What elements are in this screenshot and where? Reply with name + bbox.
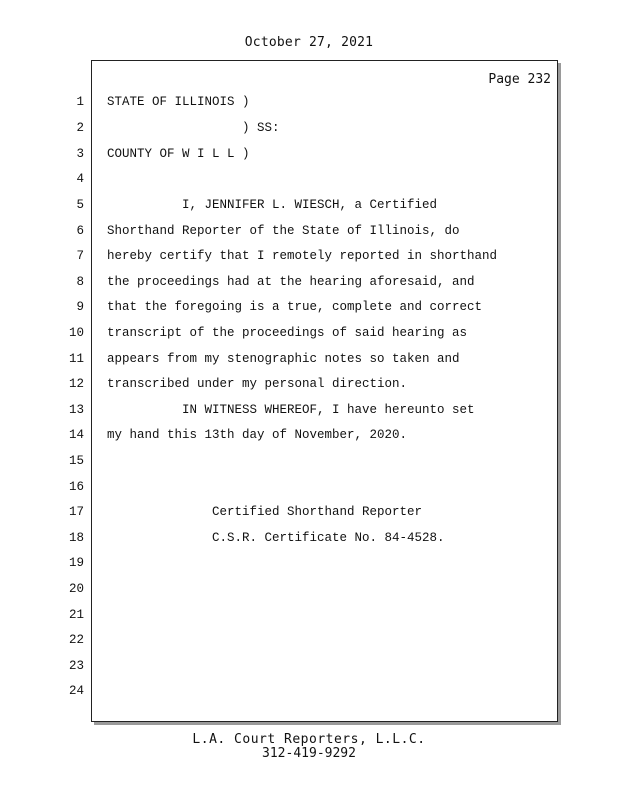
line-text: COUNTY OF W I L L ) [107, 147, 250, 161]
transcript-date: October 27, 2021 [244, 35, 374, 50]
line-number: 21 [68, 608, 84, 622]
line-text: transcript of the proceedings of said hearing as [107, 326, 468, 340]
line-text: hereby certify that I remotely reported in shorthand [107, 249, 498, 263]
line-number: 13 [68, 403, 84, 417]
line-number: 14 [68, 428, 84, 442]
line-number: 22 [68, 633, 84, 647]
line-number: 6 [76, 224, 84, 238]
line-text: STATE OF ILLINOIS ) [107, 95, 250, 109]
line-text: appears from my stenographic notes so taken and [107, 352, 460, 366]
line-number: 11 [68, 352, 84, 366]
line-number: 17 [68, 505, 84, 519]
line-text: Certified Shorthand Reporter [107, 505, 423, 519]
line-number: 4 [76, 172, 84, 186]
line-text: I, JENNIFER L. WIESCH, a Certified [107, 198, 438, 212]
line-number: 8 [76, 275, 84, 289]
line-text: Shorthand Reporter of the State of Illinois, do [107, 224, 460, 238]
line-number: 9 [76, 300, 84, 314]
line-text: my hand this 13th day of November, 2020. [107, 428, 408, 442]
line-number: 23 [68, 659, 84, 673]
line-text: ) SS: [107, 121, 280, 135]
page-number: Page 232 [488, 72, 551, 87]
footer-company: L.A. Court Reporters, L.L.C. [192, 732, 426, 747]
line-number: 3 [76, 147, 84, 161]
line-number: 7 [76, 249, 84, 263]
line-number: 12 [68, 377, 84, 391]
line-number: 10 [68, 326, 84, 340]
line-text: C.S.R. Certificate No. 84-4528. [107, 531, 445, 545]
line-number: 1 [76, 95, 84, 109]
line-number: 20 [68, 582, 84, 596]
line-number: 5 [76, 198, 84, 212]
line-number: 24 [68, 684, 84, 698]
line-text: that the foregoing is a true, complete and correct [107, 300, 483, 314]
line-number: 19 [68, 556, 84, 570]
line-number: 2 [76, 121, 84, 135]
line-text: the proceedings had at the hearing aforesaid, and [107, 275, 475, 289]
footer-phone: 312-419-9292 [262, 746, 356, 761]
line-number: 16 [68, 480, 84, 494]
line-number: 15 [68, 454, 84, 468]
line-text: IN WITNESS WHEREOF, I have hereunto set [107, 403, 475, 417]
line-number: 18 [68, 531, 84, 545]
line-text: transcribed under my personal direction. [107, 377, 408, 391]
